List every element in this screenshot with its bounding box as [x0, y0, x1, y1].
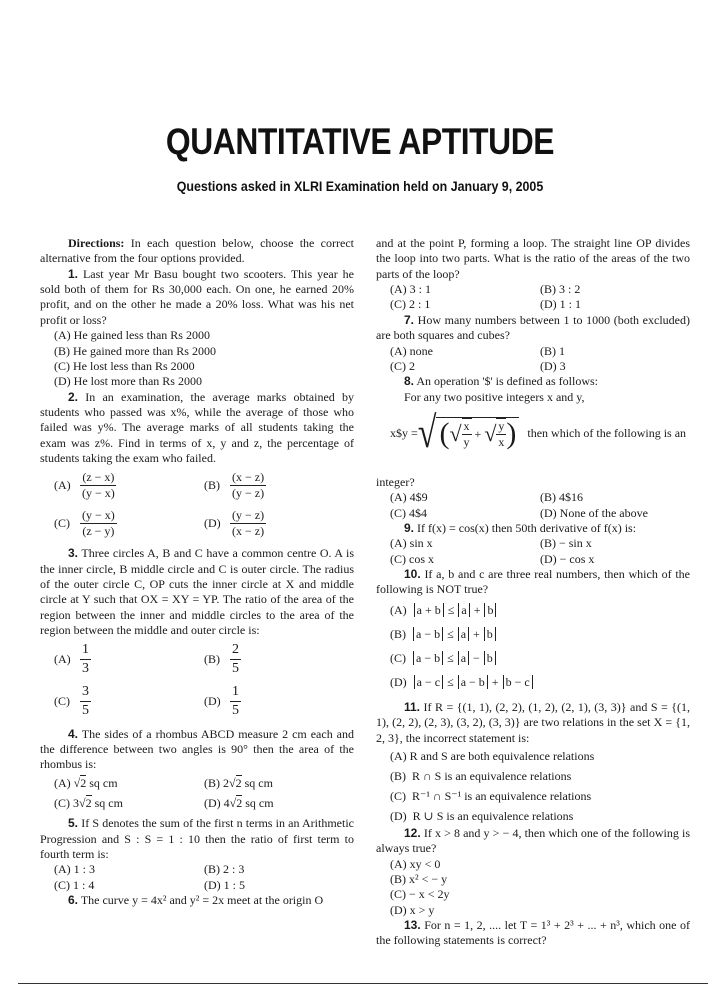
radical: √ ( √ $\frac{x}{y}$ + √ $\frac{y}{x}$ ) [418, 417, 520, 451]
option-b: (B) − sin x [540, 536, 592, 551]
root-icon: √ [449, 421, 462, 447]
option-b: (B) 1 [540, 343, 565, 358]
option-label: (C) [390, 650, 406, 665]
question-8-continued: integer? [376, 474, 415, 489]
question-number: 3. [68, 546, 79, 561]
question-number: 5. [68, 816, 79, 831]
options-grid [40, 639, 354, 723]
question-text: If S denotes the sum of the first n terms in an Arithmetic Progression and S : S = 1 : 10 then the ratio of first term to fourth term is: [40, 816, 354, 862]
page-title: QUANTITATIVE APTITUDE [165, 121, 555, 162]
option-b: (B) R ∩ S is an equivalence relations [390, 768, 572, 783]
option-d: (D) 3 [540, 358, 566, 373]
unit: sq cm [94, 796, 123, 811]
coefficient: 3 [73, 796, 79, 811]
option-label: (B) [390, 626, 406, 641]
option-b [204, 466, 354, 504]
option-label: (A) [54, 775, 71, 790]
options-grid [376, 344, 690, 375]
numerator: x [462, 419, 472, 435]
options-grid [40, 773, 354, 814]
option-d [204, 681, 354, 723]
option-b [204, 639, 354, 681]
fraction [230, 641, 241, 678]
question-4 [40, 727, 354, 773]
question-13 [376, 918, 690, 949]
option-label: (C) [54, 693, 70, 708]
option-d: (D) 1 : 5 [204, 877, 245, 892]
option-c: (C) a − b ≤ a − b [390, 646, 690, 670]
option-label: (B) [204, 775, 220, 790]
option-c [54, 681, 204, 723]
root-icon: √ [417, 409, 437, 458]
question-text: Three circles A, B and C have a common centre O. A is the inner circle, B middle circle and C is outer circle. The radius of the outer circle C, OP cuts the inner circle at X and middle circle at Y such that OX = XY = YP. The ratio of the area of the region between the inner and middle circles to the area of the region between the middle and outer circle is: [40, 546, 354, 638]
question-text: If a, b and c are three real numbers, then which of the following is NOT true? [376, 567, 690, 597]
question-7 [376, 313, 690, 344]
fraction [80, 641, 91, 678]
options-list [376, 598, 690, 694]
directions-label: Directions: [68, 236, 125, 250]
option-b: (B) 2 : 3 [204, 862, 245, 877]
question-number: 6. [68, 893, 79, 908]
root-sign: √ [79, 796, 86, 811]
question-8-line2: For any two positive integers x and y, [404, 389, 585, 404]
question-text: The curve y = 4x² and y² = 2x meet at the origin O [80, 893, 324, 908]
footer-rule [18, 983, 708, 984]
option-label: (A) [54, 477, 71, 492]
options-grid [40, 862, 354, 893]
question-text: The sides of a rhombus ABCD measure 2 cm each and the difference between two angles is 90° then the area of the rhombus is: [40, 726, 354, 772]
formula-lhs: x$y = [390, 426, 418, 441]
numerator: (y − x) [80, 508, 117, 524]
option-c [54, 793, 204, 813]
option-c: (C) − x < 2y [390, 887, 450, 902]
root-sign: √ [229, 775, 236, 790]
numerator: 1 [230, 683, 241, 702]
option-label: (B) [204, 651, 220, 666]
option-c: (C) He lost less than Rs 2000 [54, 358, 195, 373]
numerator: y [496, 419, 506, 435]
option-d: (D) a − c ≤ a − b + b − c [390, 670, 690, 694]
numerator: (x − z) [230, 470, 266, 486]
question-number: 9. [404, 521, 415, 536]
option-d: (D) None of the above [540, 505, 648, 520]
option-label: (A) [390, 602, 407, 617]
question-5 [40, 816, 354, 862]
numerator: 2 [230, 641, 241, 660]
numerator: 1 [80, 641, 91, 660]
fraction [230, 508, 266, 540]
question-text: In an examination, the average marks obtained by students who passed was x%, while the average of those who failed was y%. The average marks of all students taking the exam was z%. Find in terms of x, y and z, the percentage of students taking the exam who failed. [40, 389, 354, 466]
option-a: (A) a + b ≤ a + b [390, 598, 690, 622]
question-2 [40, 390, 354, 467]
option-a [54, 639, 204, 681]
denominator: 5 [232, 661, 239, 677]
option-c: (C) cos x [390, 551, 434, 566]
directions-text: In each question below, choose the correct alternative from the four options provided. [40, 236, 354, 266]
left-column [40, 236, 354, 909]
option-a: (A) none [390, 343, 433, 358]
question-11 [376, 700, 690, 746]
option-label: (C) [54, 515, 70, 530]
option-label: (D) [204, 515, 221, 530]
option-c: (C) 2 [390, 358, 415, 373]
option-a: (A) R and S are both equivalence relations [390, 748, 595, 763]
option-b: (B) 4$16 [540, 490, 583, 505]
option-label: (D) [204, 693, 221, 708]
root-sign: √ [229, 796, 237, 811]
option-d: (D) R ∪ S is an equivalence relations [390, 808, 574, 823]
option-label: (D) [204, 796, 221, 811]
options-grid [40, 466, 354, 542]
option-label: (C) [54, 796, 70, 811]
question-number: 12. [404, 825, 421, 840]
denominator: 5 [232, 703, 239, 719]
fraction [80, 683, 91, 720]
formula-rest: then which of the following is an [527, 426, 687, 441]
unit: sq cm [244, 775, 273, 790]
question-text: If f(x) = cos(x) then 50th derivative of f(x) is: [417, 521, 637, 536]
question-text: If R = {(1, 1), (2, 2), (1, 2), (2, 1), (3, 3)} and S = {(1, 1), (2, 2), (2, 3), (3, 2), (3, 3)} are two relations in the set X = {1, 2, 3}, the incorrect statement is: [376, 699, 690, 745]
page-subtitle: Questions asked in XLRI Examination held on January 9, 2005 [176, 179, 544, 194]
question-number: 4. [68, 726, 79, 741]
question-text: For n = 1, 2, .... let T = 1³ + 2³ + ... + n³, which one of the following statements is correct? [376, 918, 690, 948]
option-a: (A) He gained less than Rs 2000 [54, 328, 210, 343]
option-c: (C) 4$4 [390, 505, 427, 520]
option-a: (A) xy < 0 [390, 856, 441, 871]
radicand: 2 [236, 796, 243, 811]
option-b: (B) 3 : 2 [540, 282, 581, 297]
question-9 [376, 521, 690, 536]
question-text: Last year Mr Basu bought two scooters. This year he sold both of them for Rs 30,000 each. On one, he earned 20% profit, and on the other he made a 20% loss. What was his net profit or loss? [40, 266, 355, 327]
numerator: 3 [80, 683, 91, 702]
options-grid [376, 536, 690, 567]
denominator: (y − z) [232, 485, 265, 500]
fraction [80, 508, 117, 540]
option-c [54, 504, 204, 542]
option-a: (A) 1 : 3 [54, 862, 95, 877]
option-a [54, 773, 204, 793]
fraction [230, 683, 241, 720]
option-a: (A) 3 : 1 [390, 282, 431, 297]
options-grid [376, 490, 690, 521]
question-10 [376, 567, 690, 598]
formula [376, 405, 690, 463]
radicand: 2 [85, 796, 92, 811]
option-label: (B) [204, 477, 220, 492]
option-c: (C) 1 : 4 [54, 877, 95, 892]
options-list [376, 746, 690, 826]
option-label: (D) [390, 674, 407, 689]
option-label: (A) [54, 651, 71, 666]
option-d: (D) He lost more than Rs 2000 [54, 374, 202, 389]
option-d: (D) x > y [390, 902, 435, 917]
option-c: (C) 2 : 1 [390, 297, 431, 312]
question-number: 8. [404, 374, 415, 389]
question-number: 13. [404, 918, 421, 933]
question-3 [40, 546, 354, 638]
question-1 [40, 267, 354, 328]
root-sign: √ [73, 775, 81, 790]
option-c: (C) R⁻¹ ∩ S⁻¹ is an equivalence relations [390, 788, 592, 803]
directions [40, 236, 354, 267]
question-12 [376, 826, 690, 857]
numerator: (y − z) [230, 508, 266, 524]
option-b [204, 773, 354, 793]
denominator: 3 [82, 661, 89, 677]
option-a [54, 466, 204, 504]
option-d [204, 504, 354, 542]
options-grid [376, 282, 690, 313]
radicand: 2 [80, 775, 87, 790]
coefficient: 2 [223, 775, 229, 790]
question-number: 10. [404, 567, 421, 582]
unit: sq cm [245, 796, 274, 811]
unit: sq cm [89, 775, 118, 790]
question-text: An operation '$' is defined as follows: [416, 374, 598, 389]
fraction [230, 470, 266, 502]
radicand: 2 [235, 775, 242, 790]
option-a: (A) sin x [390, 536, 433, 551]
question-text: How many numbers between 1 to 1000 (both excluded) are both squares and cubes? [376, 312, 690, 343]
question-number: 1. [68, 266, 79, 281]
question-6 [40, 893, 354, 908]
denominator: (x − z) [232, 523, 265, 538]
right-column [376, 236, 690, 949]
denominator: 5 [82, 703, 89, 719]
question-text: If x > 8 and y > − 4, then which one of the following is always true? [376, 825, 691, 856]
option-b: (B) x² < − y [390, 871, 448, 886]
denominator: (y − x) [82, 485, 115, 500]
question-number: 11. [404, 699, 421, 714]
question-number: 2. [68, 389, 79, 404]
denominator: y [463, 435, 470, 450]
option-d [204, 793, 354, 813]
root-icon: √ [484, 421, 497, 447]
denominator: x [498, 435, 505, 450]
option-a: (A) 4$9 [390, 490, 428, 505]
coefficient: 4 [223, 796, 230, 811]
question-6-continued: and at the point P, forming a loop. The straight line OP divides the loop into two parts. What is the ratio of the areas of the two parts of the loop? [376, 236, 690, 281]
option-d: (D) − cos x [540, 551, 595, 566]
option-b: (B) He gained more than Rs 2000 [54, 343, 216, 358]
option-b: (B) a − b ≤ a + b [390, 622, 690, 646]
numerator: (z − x) [80, 470, 116, 486]
question-8 [376, 374, 690, 389]
question-number: 7. [404, 312, 415, 327]
option-d: (D) 1 : 1 [540, 297, 581, 312]
denominator: (z − y) [82, 523, 115, 538]
fraction [80, 470, 117, 502]
